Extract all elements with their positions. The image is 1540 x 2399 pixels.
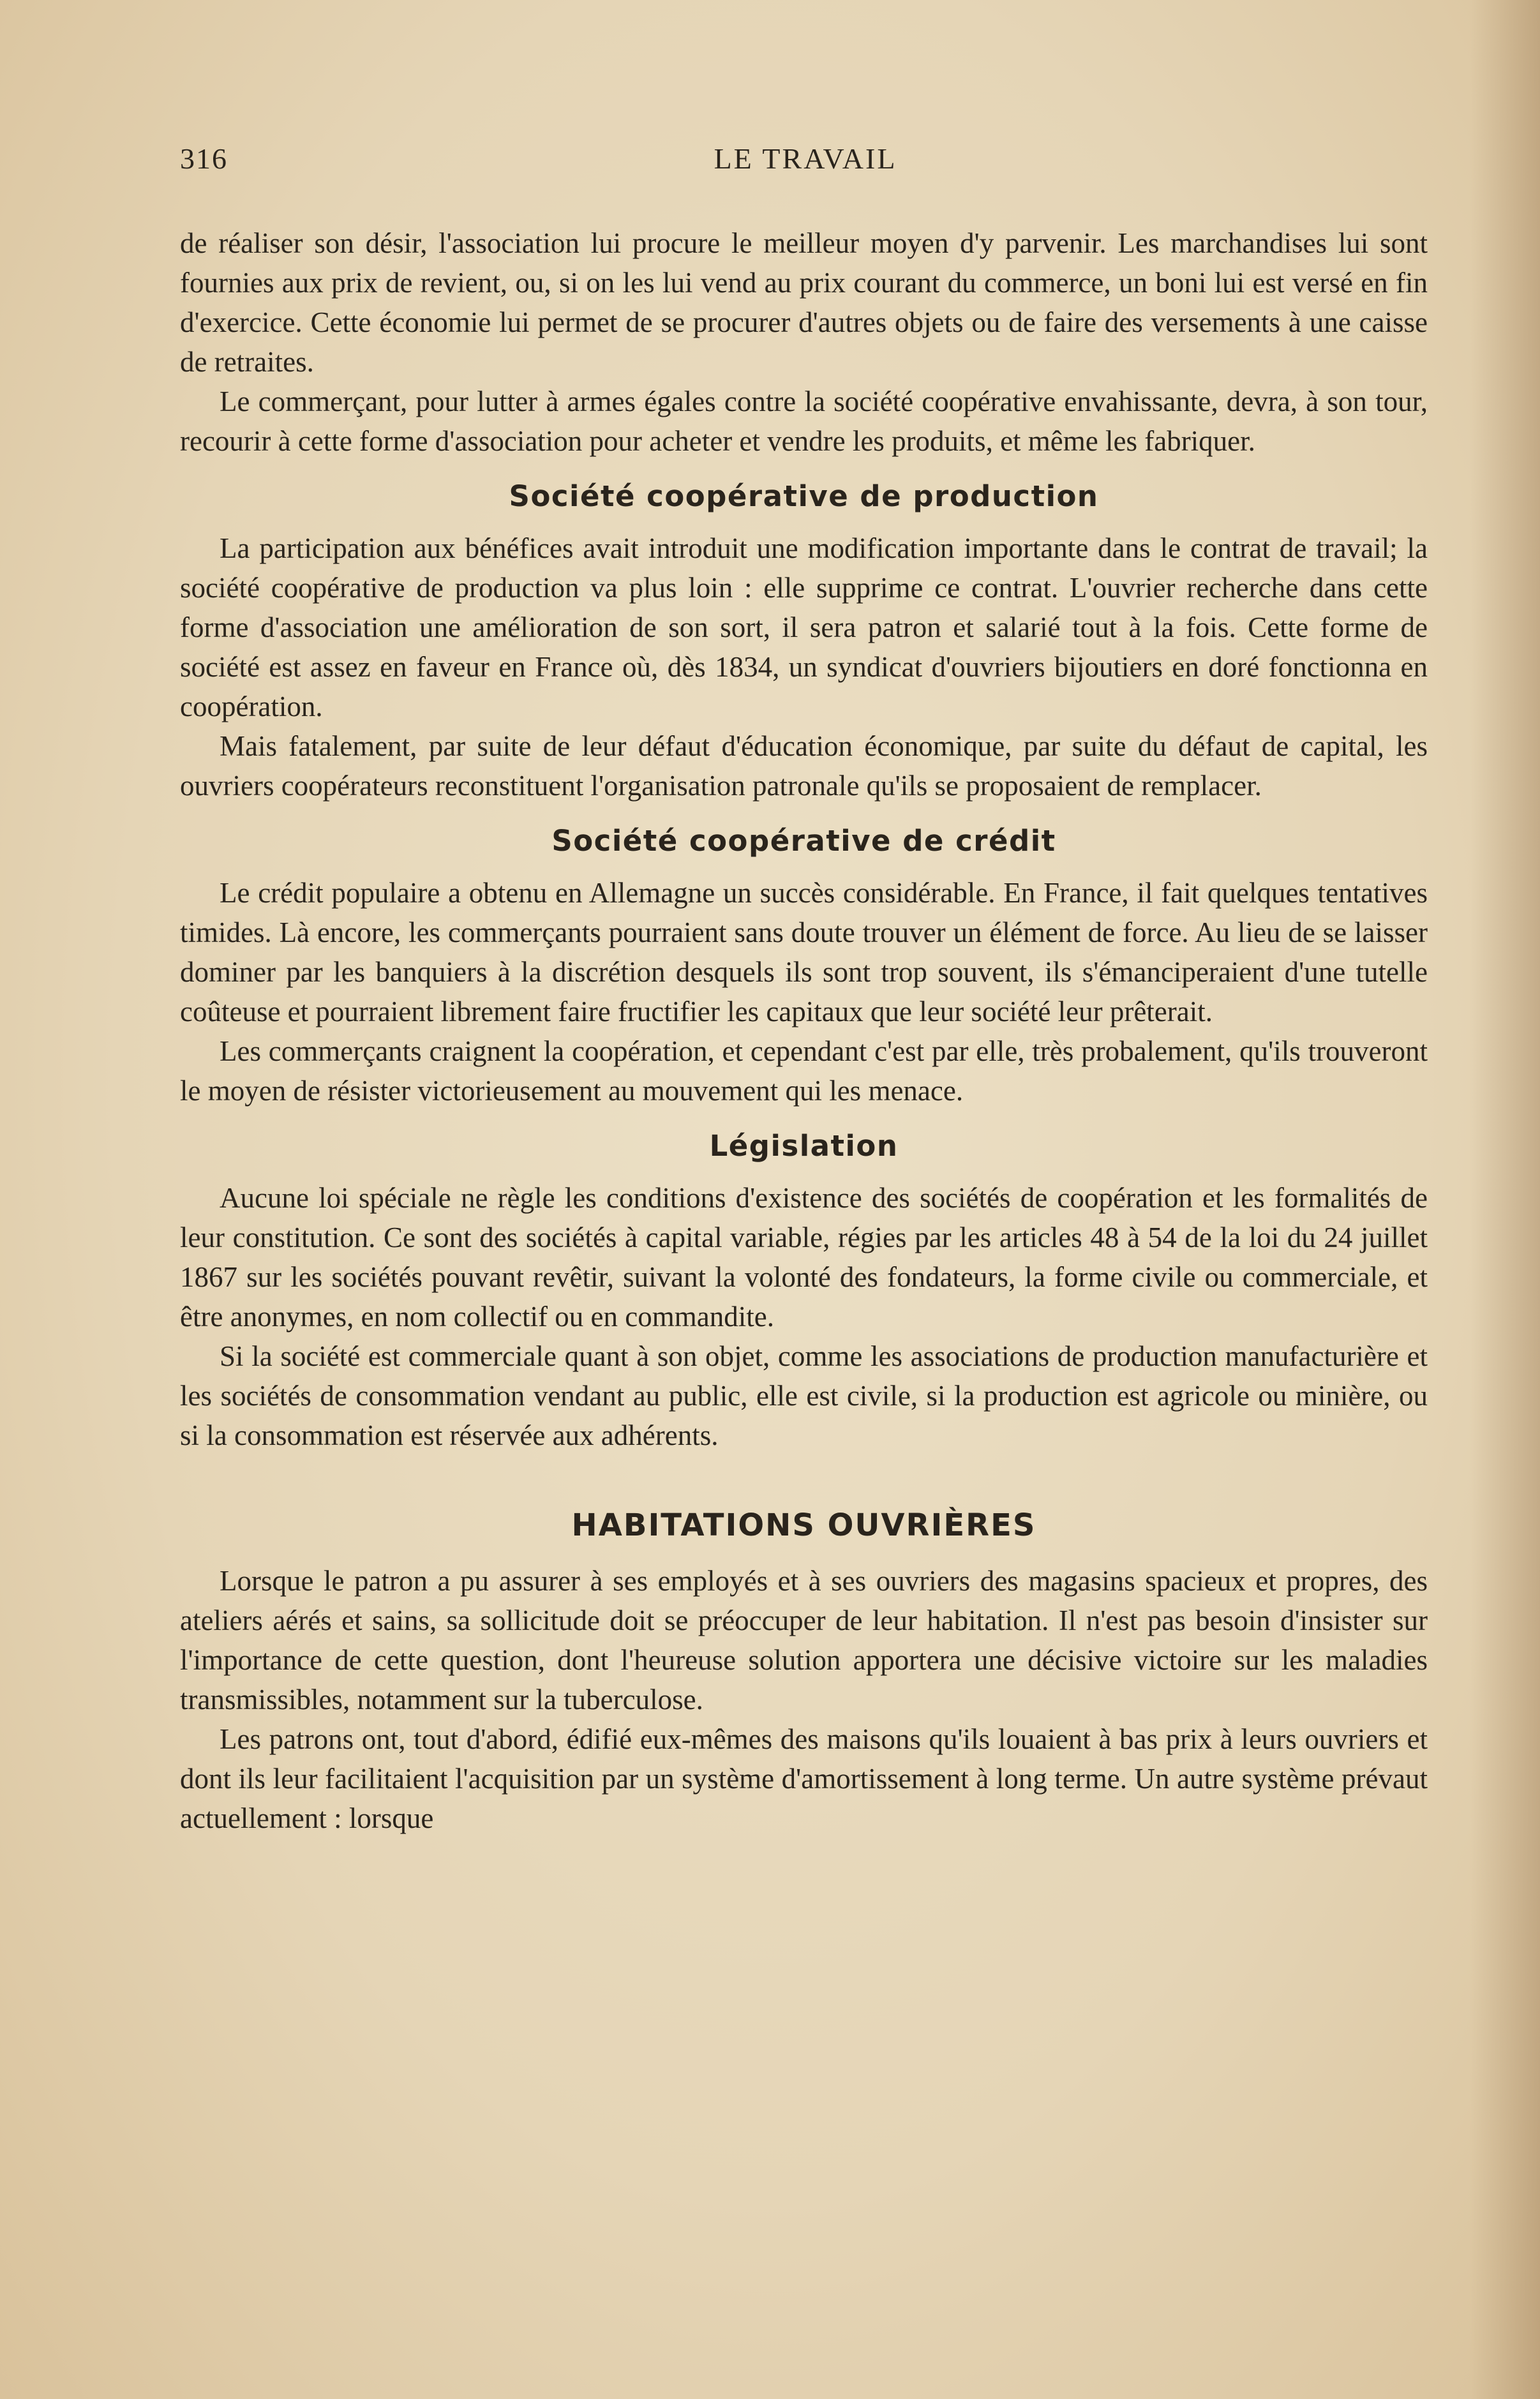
paragraph: La participation aux bénéfices avait introduit une modification importante dans le contrat de travail; la société coopérative de production va plus loin : elle supprime ce contrat. L'ouvrier recherche dans cette forme d'association une amélioration de son sort, il sera patron et salarié tout à la fois. Cette forme de société est assez en faveur en France où, dès 1834, un syndicat d'ouvriers bijoutiers en doré fonctionna en coopération. bbox=[180, 532, 1428, 722]
paragraph: Le crédit populaire a obtenu en Allemagne un succès considérable. En France, il fait quelques tentatives timides. Là encore, les commerçants pourraient sans doute trouver un élément de force. Au lieu de se laisser dominer par les banquiers à la discrétion desquels ils sont trop souvent, ils s'émanciperaient d'une tutelle coûteuse et pourraient librement faire fructifier les capitaux que leur société leur prêterait. bbox=[180, 877, 1428, 1028]
page-body bbox=[180, 223, 1428, 1838]
paragraph: Aucune loi spéciale ne règle les conditions d'existence des sociétés de coopération et les formalités de leur constitution. Ce sont des sociétés à capital variable, régies par les articles 48 à 54 de la loi du 24 juillet 1867 sur les sociétés pouvant revêtir, suivant la volonté des fondateurs, la forme civile ou commerciale, et être anonymes, en nom collectif ou en commandite. bbox=[180, 1182, 1428, 1333]
paragraph: Les commerçants craignent la coopération, et cependant c'est par elle, très probalement, qu'ils trouveront le moyen de résister victorieusement au mouvement qui les menace. bbox=[180, 1035, 1428, 1107]
section-heading-credit: Société coopérative de crédit bbox=[551, 824, 1056, 858]
chapter-heading-habitations: HABITATIONS OUVRIÈRES bbox=[571, 1507, 1036, 1543]
paragraph: Si la société est commerciale quant à son objet, comme les associations de production manufacturière et les sociétés de consommation vendant au public, elle est civile, si la production est agricole ou minière, ou si la consommation est réservée aux adhérents. bbox=[180, 1340, 1428, 1451]
section-heading-production: Société coopérative de production bbox=[509, 479, 1099, 513]
paragraph-continued: de réaliser son désir, l'association lui procure le meilleur moyen d'y parvenir. Les marchandises lui sont fournies aux prix de revient, ou, si on les lui vend au prix courant du commerce, un boni lui est versé en fin d'exercice. Cette économie lui permet de se procurer d'autres objets ou de faire des versements à une caisse de retraites. bbox=[180, 227, 1428, 378]
paragraph: Les patrons ont, tout d'abord, édifié eux-mêmes des maisons qu'ils louaient à bas prix à leurs ouvriers et dont ils leur facilitaient l'acquisition par un système d'amortissement à long terme. Un autre système prévaut actuellement : lorsque bbox=[180, 1723, 1428, 1834]
page-number: 316 bbox=[180, 142, 228, 175]
paragraph: Lorsque le patron a pu assurer à ses employés et à ses ouvriers des magasins spacieux et propres, des ateliers aérés et sains, sa sollicitude doit se préoccuper de leur habitation. Il n'est pas besoin d'insister sur l'importance de cette question, dont l'heureuse solution apportera une décisive victoire sur les maladies transmissibles, notamment sur la tuberculose. bbox=[180, 1565, 1428, 1715]
paragraph: Le commerçant, pour lutter à armes égales contre la société coopérative envahissante, devra, à son tour, recourir à cette forme d'association pour acheter et vendre les produits, et même les fabriquer. bbox=[180, 385, 1428, 457]
paragraph: Mais fatalement, par suite de leur défaut d'éducation économique, par suite du défaut de capital, les ouvriers coopérateurs reconstituent l'organisation patronale qu'ils se proposaient de remplacer. bbox=[180, 730, 1428, 802]
page-header bbox=[180, 142, 1431, 186]
section-heading-legislation: Législation bbox=[709, 1129, 899, 1163]
running-title: LE TRAVAIL bbox=[714, 142, 897, 175]
